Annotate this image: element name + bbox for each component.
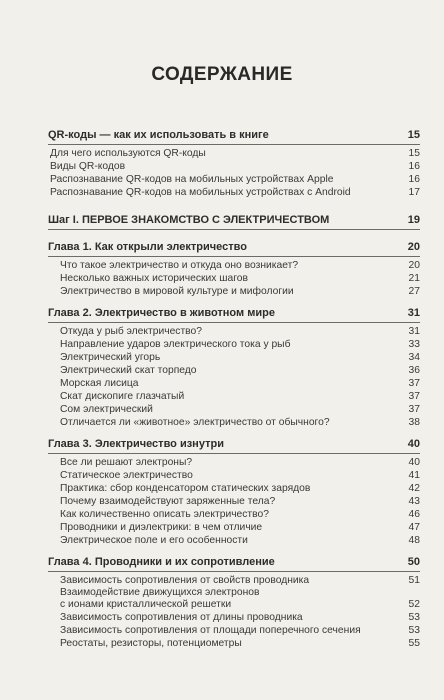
toc-page-number: 36: [408, 365, 420, 376]
toc-page-number: 34: [408, 352, 420, 363]
toc-entry-title: Электрическое поле и его особенности: [60, 535, 248, 546]
toc-page-number: 20: [407, 241, 420, 253]
toc-entry-title: Электрический скат торпедо: [60, 365, 197, 376]
toc-entry[interactable]: [50, 160, 420, 173]
toc-page-number: 15: [407, 129, 420, 141]
toc-page-number: 15: [408, 148, 420, 159]
toc-entry[interactable]: [60, 482, 420, 495]
toc-section-title: Шаг I. ПЕРВОЕ ЗНАКОМСТВО С ЭЛЕКТРИЧЕСТВОМ: [48, 214, 330, 226]
toc-page-number: 53: [408, 625, 420, 636]
toc-section-heading[interactable]: [48, 213, 420, 227]
toc-entry[interactable]: [60, 416, 420, 429]
toc-entry[interactable]: [60, 364, 420, 377]
toc-entry[interactable]: [60, 508, 420, 521]
toc-entry-title: Направление ударов электрического тока у рыб: [60, 339, 291, 350]
toc-entry-title: Распознавание QR-кодов на мобильных устройствах с Android: [50, 187, 351, 198]
toc-entry-title: Зависимость сопротивления от длины проводника: [60, 612, 303, 623]
toc-page-number: 21: [408, 273, 420, 284]
toc-entry[interactable]: [60, 351, 420, 364]
toc-entry[interactable]: [60, 390, 420, 403]
toc-entry-title: Скат дископиге глазчатый: [60, 391, 185, 402]
section-divider: [48, 571, 420, 572]
toc-section-heading[interactable]: [48, 128, 420, 142]
toc-entry-title: Почему взаимодействуют заряженные тела?: [60, 496, 276, 507]
toc-section-heading[interactable]: [48, 555, 420, 569]
toc-entry-title: Что такое электричество и откуда оно возникает?: [60, 260, 299, 271]
toc-entry[interactable]: [60, 574, 420, 587]
toc-page-number: 38: [408, 417, 420, 428]
toc-section-title: Глава 3. Электричество изнутри: [48, 438, 224, 450]
toc-page-number: 55: [408, 638, 420, 649]
toc-entry[interactable]: [60, 495, 420, 508]
toc-entry[interactable]: [60, 403, 420, 416]
toc-page-number: 16: [408, 161, 420, 172]
toc-section-title: Глава 2. Электричество в животном мире: [48, 307, 275, 319]
toc-entry-title: Откуда у рыб электричество?: [60, 326, 202, 337]
toc-entry-title: Как количественно описать электричество?: [60, 509, 269, 520]
toc-page-number: 40: [408, 457, 420, 468]
toc-entry[interactable]: [60, 637, 420, 650]
toc-entry[interactable]: [60, 285, 420, 298]
toc-page-number: 53: [408, 612, 420, 623]
toc-entry[interactable]: [60, 325, 420, 338]
toc-page-number: 17: [408, 187, 420, 198]
toc-entry-title: Виды QR-кодов: [50, 161, 126, 172]
toc-entry-title: Все ли решают электроны?: [60, 457, 193, 468]
toc-section: [48, 306, 420, 429]
toc-section: [48, 213, 420, 230]
toc-entry[interactable]: [50, 173, 420, 186]
toc-entry[interactable]: [60, 611, 420, 624]
toc-entry[interactable]: [60, 456, 420, 469]
toc-page-number: 40: [407, 438, 420, 450]
toc-page-number: 43: [408, 496, 420, 507]
toc-entry-title: Отличается ли «животное» электричество от обычного?: [60, 417, 330, 428]
toc-entry[interactable]: [60, 587, 420, 611]
toc-entry-title: Несколько важных исторических шагов: [60, 273, 249, 284]
toc-page-number: 37: [408, 378, 420, 389]
toc-entry[interactable]: [60, 259, 420, 272]
toc-entry-title: Реостаты, резисторы, потенциометры: [60, 638, 242, 649]
toc-page-number: 33: [408, 339, 420, 350]
toc-page-number: 52: [408, 599, 420, 610]
toc-section-title: QR-коды — как их использовать в книге: [48, 129, 269, 141]
toc-page-number: 48: [408, 535, 420, 546]
toc-page-number: 51: [408, 575, 420, 586]
toc-entry-title: Распознавание QR-кодов на мобильных устройствах Apple: [50, 174, 334, 185]
toc-section-heading[interactable]: [48, 306, 420, 320]
toc-entry[interactable]: [60, 521, 420, 534]
toc-section-heading[interactable]: [48, 240, 420, 254]
toc-entry[interactable]: [60, 377, 420, 390]
toc-page-number: 41: [408, 470, 420, 481]
toc-page-number: 20: [408, 260, 420, 271]
toc-entry-title: Зависимость сопротивления от свойств проводника: [60, 575, 310, 586]
section-divider: [48, 229, 420, 230]
section-divider: [48, 256, 420, 257]
section-divider: [48, 322, 420, 323]
toc-page-number: 27: [408, 286, 420, 297]
toc-section: [48, 128, 420, 199]
table-of-contents: [48, 128, 420, 658]
toc-entry[interactable]: [60, 624, 420, 637]
toc-entry[interactable]: [60, 534, 420, 547]
toc-entry-title: Зависимость сопротивления от площади поперечного сечения: [60, 625, 361, 636]
toc-page-number: 37: [408, 391, 420, 402]
toc-entry-title: Практика: сбор конденсатором статических зарядов: [60, 483, 311, 494]
toc-entry-title: Взаимодействие движущихся электронов с ионами кристаллической решетки: [60, 587, 260, 610]
toc-entry-title: Электрический угорь: [60, 352, 161, 363]
toc-page-number: 47: [408, 522, 420, 533]
toc-page-number: 46: [408, 509, 420, 520]
toc-section: [48, 555, 420, 650]
toc-entry-title: Морская лисица: [60, 378, 139, 389]
toc-entry-title: Сом электрический: [60, 404, 153, 415]
toc-section: [48, 240, 420, 298]
toc-section-title: Глава 4. Проводники и их сопротивление: [48, 556, 275, 568]
section-divider: [48, 453, 420, 454]
toc-page-number: 31: [408, 326, 420, 337]
toc-section: [48, 437, 420, 547]
toc-entry[interactable]: [60, 338, 420, 351]
toc-entry[interactable]: [60, 469, 420, 482]
toc-section-title: Глава 1. Как открыли электричество: [48, 241, 247, 253]
toc-entry[interactable]: [60, 272, 420, 285]
toc-page-number: 50: [407, 556, 420, 568]
toc-page-number: 31: [407, 307, 420, 319]
toc-page-number: 37: [408, 404, 420, 415]
toc-entry-title: Статическое электричество: [60, 470, 193, 481]
toc-section-heading[interactable]: [48, 437, 420, 451]
toc-page-number: 42: [408, 483, 420, 494]
toc-entry[interactable]: [50, 186, 420, 199]
toc-page-number: 16: [408, 174, 420, 185]
toc-entry-title: Проводники и диэлектрики: в чем отличие: [60, 522, 263, 533]
toc-page-number: 19: [407, 214, 420, 226]
toc-entry-title: Электричество в мировой культуре и мифологии: [60, 286, 294, 297]
page-title: СОДЕРЖАНИЕ: [151, 64, 293, 85]
section-divider: [48, 144, 420, 145]
toc-entry[interactable]: [50, 147, 420, 160]
toc-entry-title: Для чего используются QR-коды: [50, 148, 206, 159]
